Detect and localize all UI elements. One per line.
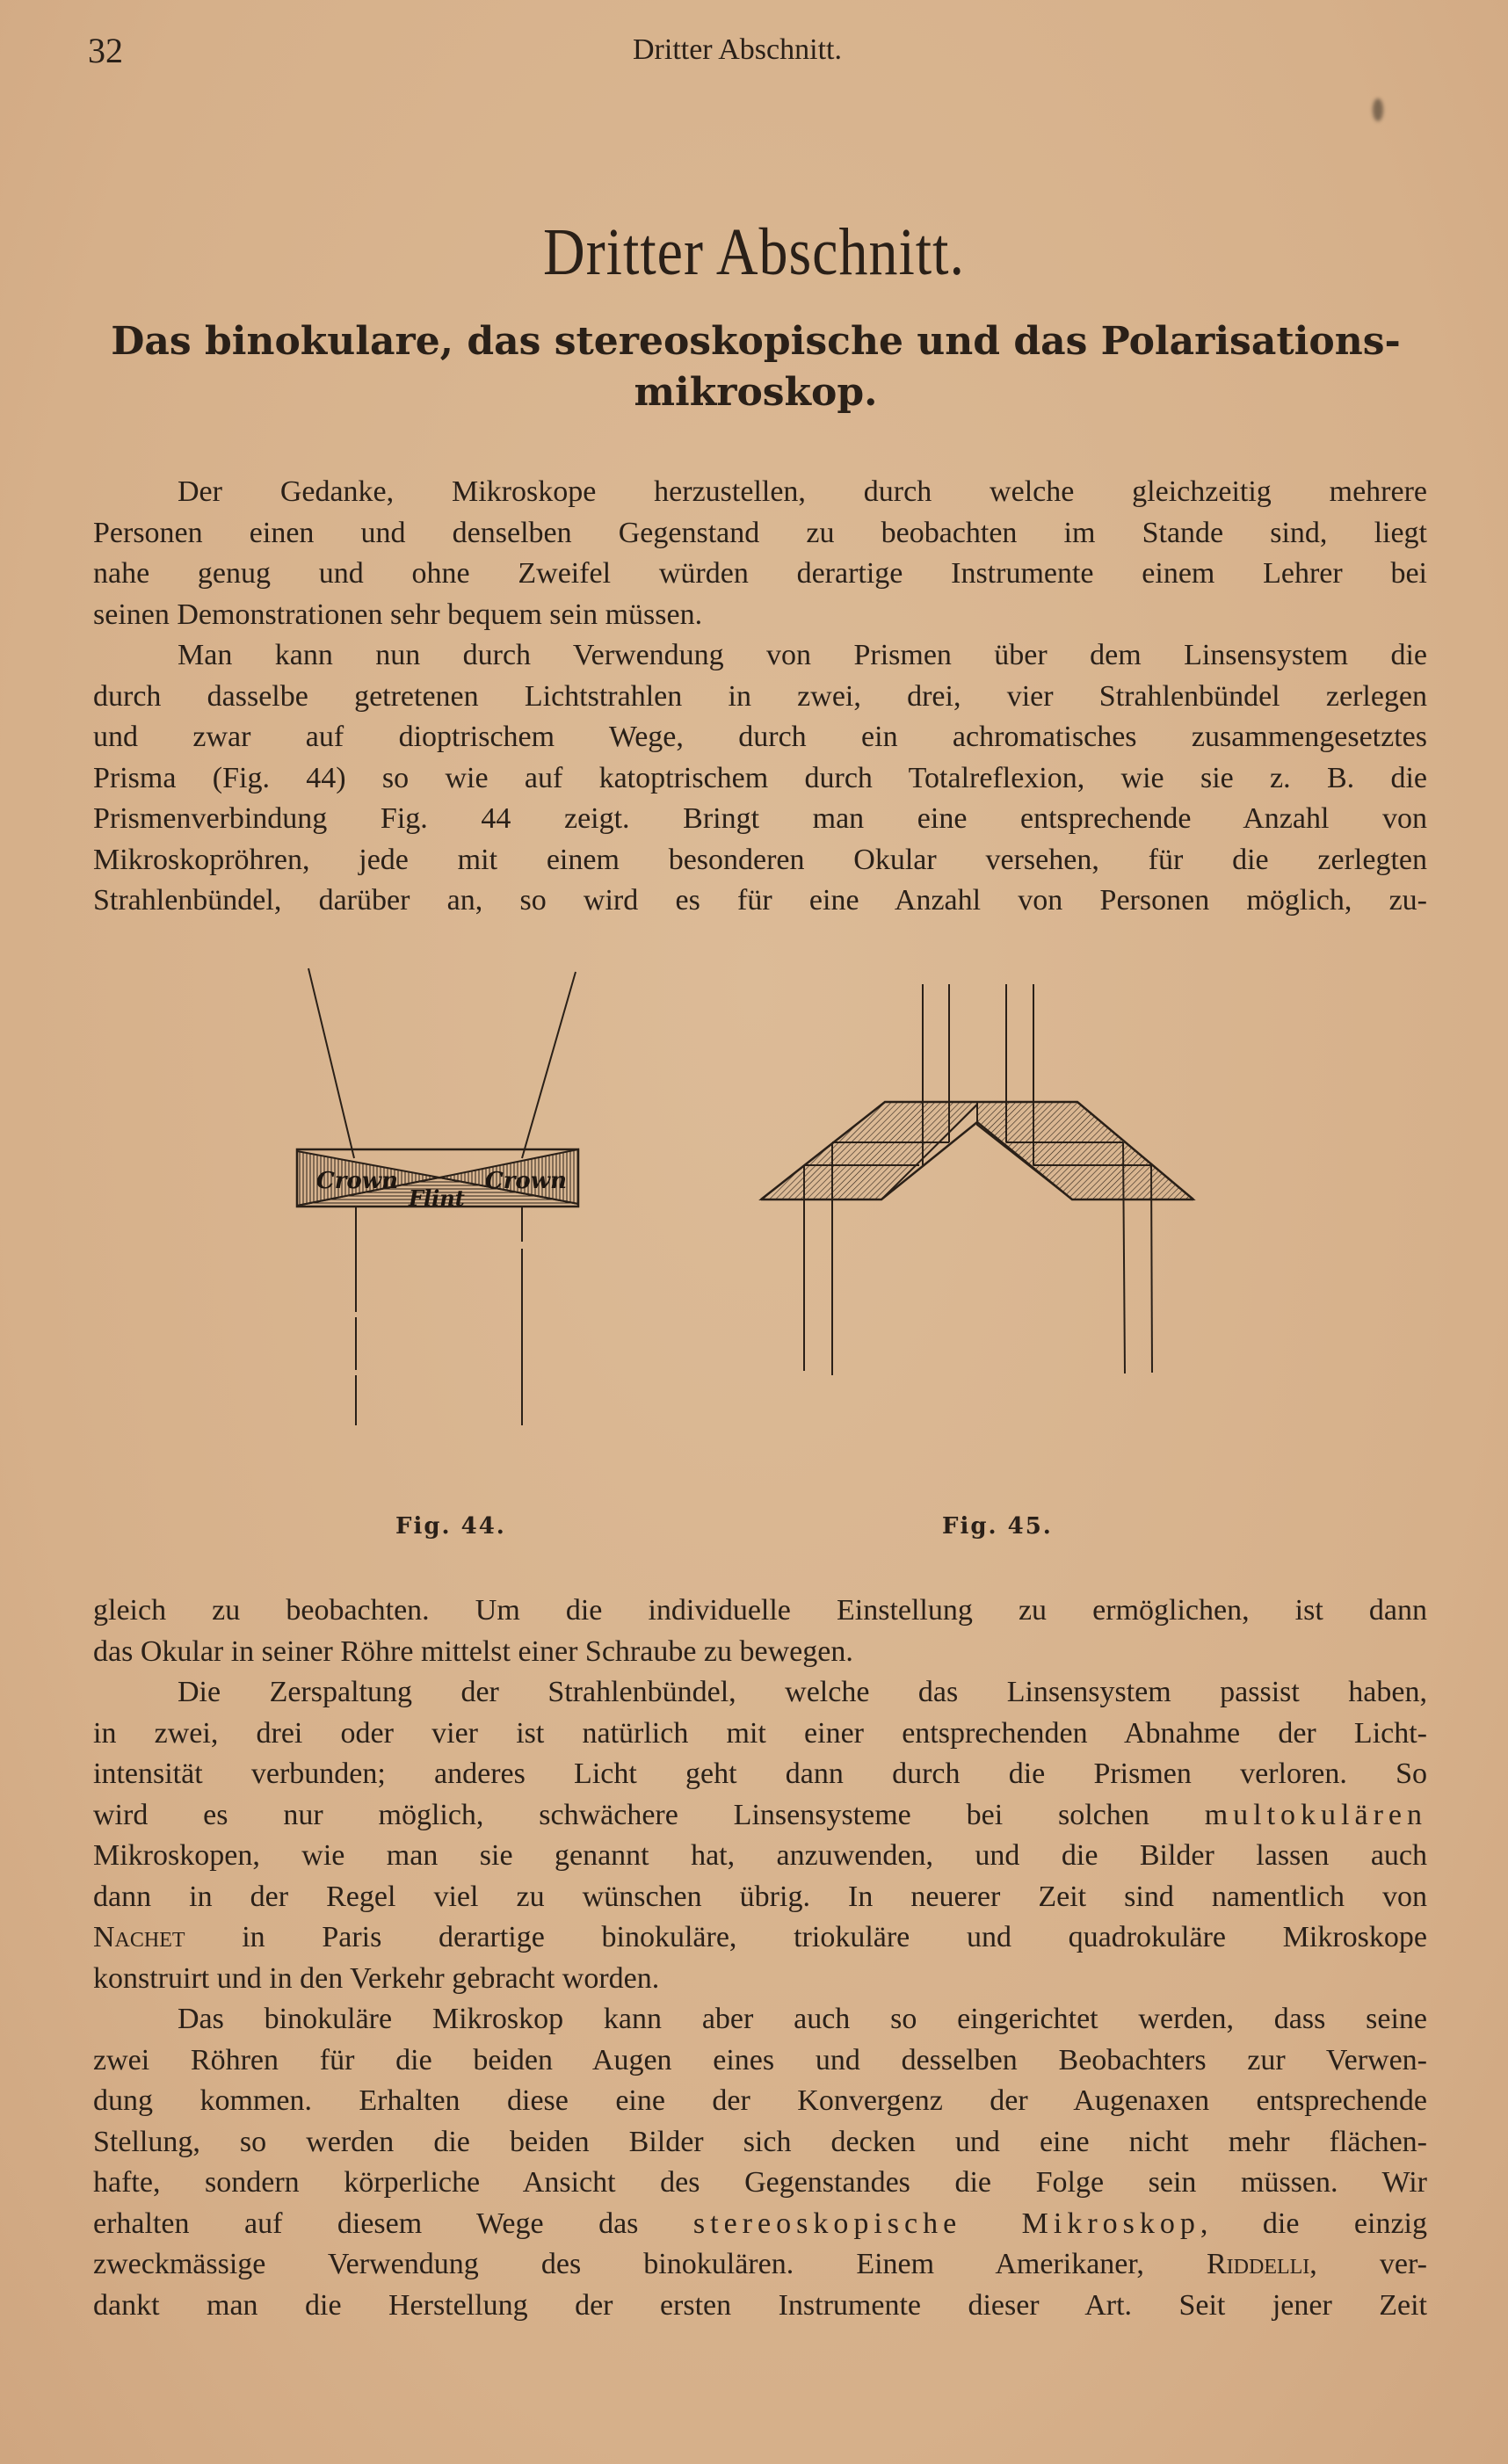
text-line: das Okular in seiner Röhre mittelst einer Schraube zu bewegen. <box>93 1634 853 1668</box>
paragraph-1 <box>93 472 1427 635</box>
text-run: zweckmässige Verwendung des binokulären. Einem Amerikaner, <box>93 2248 1207 2280</box>
text-line: in zwei, drei oder vier ist natürlich mit einer entsprechenden Abnahme der Licht- <box>93 1716 1427 1750</box>
section-subtitle <box>88 316 1424 418</box>
crown-label-right: Crown <box>485 1168 568 1194</box>
text-run: , ver- <box>1309 2248 1427 2280</box>
text-line: durch dasselbe getretenen Lichtstrahlen in zwei, drei, vier Strahlenbündel zerlegen <box>93 679 1427 713</box>
subtitle-line-1: Das binokulare, das stereoskopische und das Polarisations- <box>111 319 1401 364</box>
page-number: 32 <box>88 31 123 70</box>
section-title: Dritter Abschnitt. <box>543 215 965 290</box>
figure-44-caption: Fig. 44. <box>395 1513 506 1540</box>
emphasized-term: stereoskopische Mikroskop <box>692 2207 1200 2240</box>
text-line: und zwar auf dioptrischem Wege, durch ein achromatisches zusammengesetztes <box>93 721 1427 753</box>
paragraph-2 <box>93 635 1427 922</box>
text-line: konstruirt und in den Verkehr gebracht worden. <box>93 1961 660 1995</box>
ink-stain <box>1373 98 1383 121</box>
text-run: in Paris derartige binokuläre, triokuläre und quadrokuläre Mikroskope <box>185 1921 1427 1953</box>
emphasized-term: multokulären <box>1204 1798 1427 1831</box>
figure-45-caption: Fig. 45. <box>942 1513 1053 1540</box>
text-line: Prismenverbindung Fig. 44 zeigt. Bringt man eine entsprechende Anzahl von <box>93 802 1427 835</box>
text-line: intensität verbunden; anderes Licht geht dann durch die Prismen verloren. So <box>93 1757 1427 1790</box>
text-line: dann in der Regel viel zu wünschen übrig. In neuerer Zeit sind namentlich von <box>93 1880 1427 1913</box>
text-run: , die einzig <box>1200 2207 1427 2240</box>
text-line: zwei Röhren für die beiden Augen eines und desselben Beobachters zur Verwen- <box>93 2043 1427 2076</box>
text-line: Das binokuläre Mikroskop kann aber auch so eingerichtet werden, dass seine <box>178 2003 1427 2035</box>
running-head <box>0 30 1508 74</box>
text-line <box>93 2244 1427 2286</box>
text-line: Personen einen und denselben Gegenstand zu beobachten im Stande sind, liegt <box>93 516 1427 549</box>
paragraph-4 <box>93 1672 1427 1999</box>
text-line <box>93 1795 1427 1837</box>
text-line: Mikroskopröhren, jede mit einem besonderen Okular versehen, für die zerlegten <box>93 843 1427 876</box>
text-line: hafte, sondern körperliche Ansicht des Gegenstandes die Folge sein müssen. Wir <box>93 2166 1427 2199</box>
text-line: Prisma (Fig. 44) so wie auf katoptrischem durch Totalreflexion, wie sie z. B. die <box>93 761 1427 794</box>
text-line: Die Zerspaltung der Strahlenbündel, welche das Linsensystem passist haben, <box>178 1676 1427 1708</box>
text-run: wird es nur möglich, schwächere Linsensysteme bei solchen <box>93 1798 1205 1831</box>
flint-label: Flint <box>409 1185 465 1211</box>
text-run: erhalten auf diesem Wege das <box>93 2207 693 2240</box>
text-line: dung kommen. Erhalten diese eine der Konvergenz der Augenaxen entsprechende <box>93 2084 1427 2117</box>
text-line <box>93 1917 1427 1959</box>
text-line: Stellung, so werden die beiden Bilder sich decken und eine nicht mehr flächen- <box>93 2125 1427 2158</box>
text-line: seinen Demonstrationen sehr bequem sein müssen. <box>93 598 703 631</box>
text-line: dankt man die Herstellung der ersten Instrumente dieser Art. Seit jener Zeit <box>93 2288 1427 2322</box>
figure-45-reflecting-prisms <box>747 967 1230 1494</box>
person-name: Riddelli <box>1206 2248 1310 2280</box>
text-line: nahe genug und ohne Zweifel würden derartige Instrumente einem Lehrer bei <box>93 557 1427 590</box>
subtitle-line-2: mikroskop. <box>634 370 878 415</box>
running-title: Dritter Abschnitt. <box>633 33 842 66</box>
paragraph-3 <box>93 1591 1427 1672</box>
text-line: Strahlenbündel, darüber an, so wird es für eine Anzahl von Personen möglich, zu- <box>93 884 1427 917</box>
text-line <box>93 2204 1427 2245</box>
paragraph-5 <box>93 1999 1427 2326</box>
text-line: gleich zu beobachten. Um die individuelle Einstellung zu ermöglichen, ist dann <box>93 1594 1427 1627</box>
crown-label-left: Crown <box>316 1168 399 1194</box>
text-line: Mikroskopen, wie man sie genannt hat, anzuwenden, und die Bilder lassen auch <box>93 1839 1427 1872</box>
text-line: Der Gedanke, Mikroskope herzustellen, durch welche gleichzeitig mehrere <box>178 475 1427 508</box>
figure-44-achromatic-prism <box>281 949 615 1511</box>
person-name: Nachet <box>93 1921 185 1953</box>
text-line: Man kann nun durch Verwendung von Prismen über dem Linsensystem die <box>178 639 1427 671</box>
